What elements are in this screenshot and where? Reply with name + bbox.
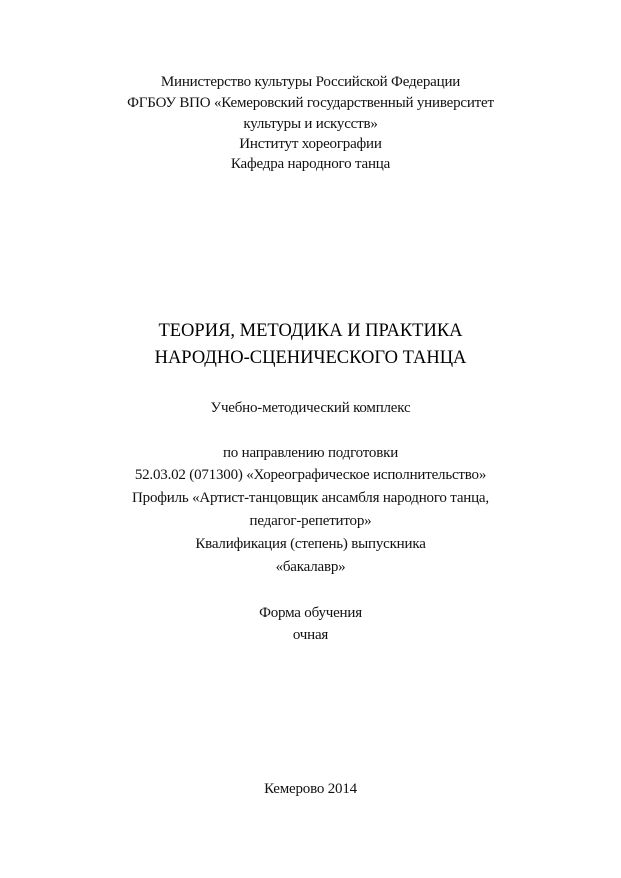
profile-line2: педагог-репетитор» [249,513,372,529]
profile-line1: Профиль «Артист-танцовщик ансамбля народного танца, [132,490,489,506]
direction-label: по направлению подготовки [222,445,399,461]
department-name: Кафедра народного танца [230,156,391,172]
title-line1: ТЕОРИЯ, МЕТОДИКА И ПРАКТИКА [158,321,463,341]
institute-name: Институт хореографии [239,136,382,152]
title-line2: НАРОДНО-СЦЕНИЧЕСКОГО ТАНЦА [154,348,467,368]
university-name-line2: культуры и искусств» [243,116,378,132]
direction-code: 52.03.02 (071300) «Хореографическое исполнительство» [134,467,487,483]
study-form-label: Форма обучения [259,605,362,621]
qualification-value: «бакалавр» [275,559,346,575]
qualification-label: Квалификация (степень) выпускника [195,536,426,552]
university-name-line1: ФГБОУ ВПО «Кемеровский государственный университет [127,95,494,111]
ministry-name: Министерство культуры Российской Федерации [160,74,461,90]
document-subtitle: Учебно-методический комплекс [210,400,411,416]
study-form-value: очная [292,627,329,643]
city-year: Кемерово 2014 [264,781,357,797]
